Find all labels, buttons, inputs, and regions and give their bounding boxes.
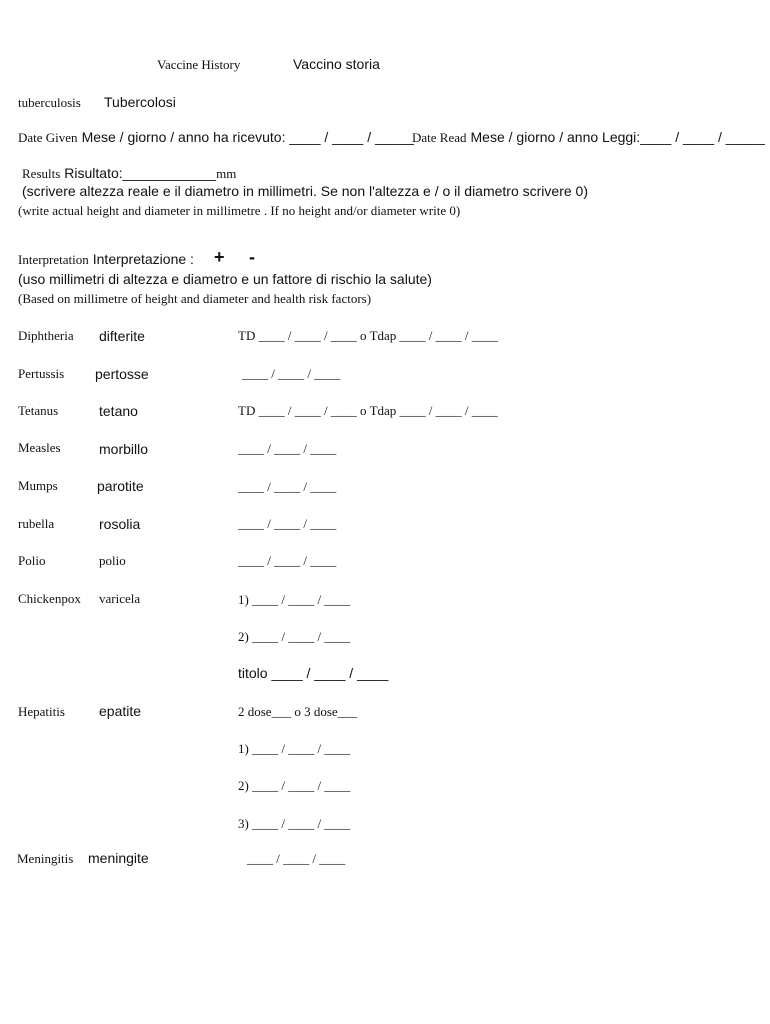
interpretation-row — [18, 251, 194, 269]
tetanus-date-field[interactable]: TD ____ / ____ / ____ o Tdap ____ / ____ / ____ — [238, 403, 498, 418]
results-label-english: Results — [22, 166, 61, 181]
pertussis-label-italian: pertosse — [95, 366, 149, 382]
tb-label-italian: Tubercolosi — [104, 94, 176, 110]
tetanus-label-english: Tetanus — [18, 403, 59, 418]
date-read-row — [412, 129, 765, 147]
date-given-label-english: Date Given — [18, 130, 78, 145]
diphtheria-label-italian: difterite — [99, 328, 145, 344]
meningitis-label-english: Meningitis — [17, 851, 74, 866]
hepatitis-dose-count-field[interactable]: 2 dose___ o 3 dose___ — [238, 704, 358, 719]
interpretation-note-italian: (uso millimetri di altezza e diametro e un fattore di rischio la salute) — [18, 271, 432, 287]
tb-label-english: tuberculosis — [18, 95, 81, 110]
chickenpox-dose2-field[interactable]: 2) ____ / ____ / ____ — [238, 629, 351, 644]
pertussis-label-english: Pertussis — [18, 366, 65, 381]
measles-label-italian: morbillo — [99, 441, 149, 457]
title-italian: Vaccino storia — [293, 56, 380, 72]
diphtheria-label-english: Diphtheria — [18, 328, 74, 343]
date-given-row — [18, 129, 414, 147]
rubella-label-italian: rosolia — [99, 516, 141, 532]
chickenpox-label-italian: varicela — [99, 591, 141, 606]
hepatitis-dose3-field[interactable]: 3) ____ / ____ / ____ — [238, 816, 351, 831]
measles-label-english: Measles — [18, 440, 61, 455]
polio-label-english: Polio — [18, 553, 46, 568]
title-english: Vaccine History — [157, 57, 241, 72]
rubella-label-english: rubella — [18, 516, 55, 531]
date-read-field[interactable]: Mese / giorno / anno Leggi:____ / ____ / _____ — [470, 129, 765, 145]
hepatitis-label-italian: epatite — [99, 703, 142, 719]
mumps-label-english: Mumps — [18, 478, 58, 493]
mumps-label-italian: parotite — [97, 478, 144, 494]
results-unit: mm — [216, 166, 237, 181]
interpretation-note-english: (Based on millimetre of height and diameter and health risk factors) — [18, 291, 372, 306]
results-note-english: (write actual height and diameter in millimetre . If no height and/or diameter write 0) — [18, 203, 461, 218]
meningitis-label-italian: meningite — [88, 850, 149, 866]
hepatitis-dose1-field[interactable]: 1) ____ / ____ / ____ — [238, 741, 351, 756]
polio-date-field[interactable]: ____ / ____ / ____ — [238, 553, 337, 568]
interpretation-label-italian: Interpretazione : — [92, 251, 194, 267]
date-read-label-english: Date Read — [412, 130, 467, 145]
chickenpox-label-english: Chickenpox — [18, 591, 81, 606]
interpretation-label-english: Interpretation — [18, 252, 89, 267]
diphtheria-date-field[interactable]: TD ____ / ____ / ____ o Tdap ____ / ____ / ____ — [238, 328, 498, 343]
results-note-italian: (scrivere altezza reale e il diametro in millimetri. Se non l'altezza e / o il diametro scrivere 0) — [22, 183, 588, 199]
meningitis-date-field[interactable]: ____ / ____ / ____ — [247, 851, 346, 866]
results-field[interactable]: Risultato:____________ — [64, 165, 217, 181]
chickenpox-titer-field[interactable]: titolo ____ / ____ / ____ — [238, 665, 389, 681]
hepatitis-dose2-field[interactable]: 2) ____ / ____ / ____ — [238, 778, 351, 793]
polio-label-italian: polio — [99, 553, 126, 568]
interpretation-negative[interactable]: - — [249, 247, 255, 267]
results-row — [22, 165, 236, 183]
measles-date-field[interactable]: ____ / ____ / ____ — [238, 441, 337, 456]
pertussis-date-field[interactable]: ____ / ____ / ____ — [242, 366, 341, 381]
date-given-field[interactable]: Mese / giorno / anno ha ricevuto: ____ / ____ / _____ — [81, 129, 414, 145]
interpretation-positive[interactable]: + — [214, 247, 225, 267]
rubella-date-field[interactable]: ____ / ____ / ____ — [238, 516, 337, 531]
hepatitis-label-english: Hepatitis — [18, 704, 65, 719]
mumps-date-field[interactable]: ____ / ____ / ____ — [238, 479, 337, 494]
tetanus-label-italian: tetano — [99, 403, 138, 419]
chickenpox-dose1-field[interactable]: 1) ____ / ____ / ____ — [238, 592, 351, 607]
